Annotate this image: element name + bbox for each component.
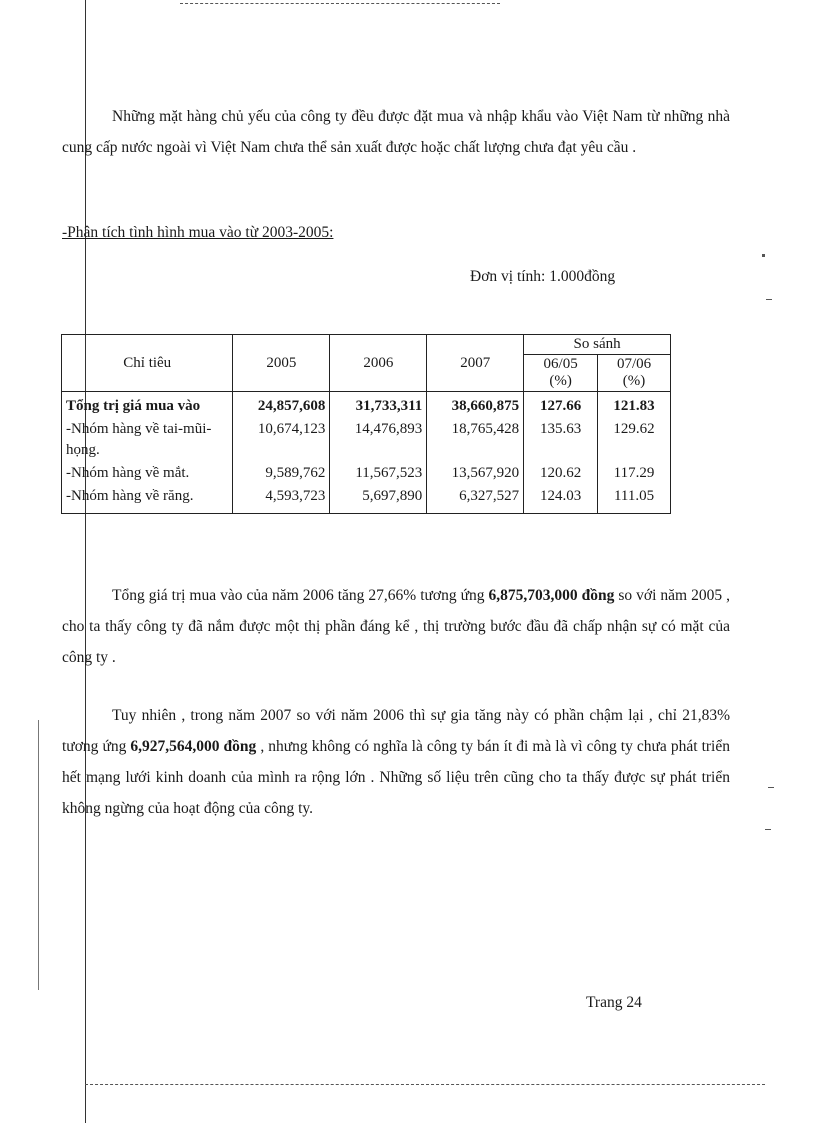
cell-2006: 31,733,311: [330, 392, 427, 419]
growth-2006-text-a: Tổng giá trị mua vào của năm 2006 tăng 27,66% tương ứng: [112, 587, 489, 604]
scan-margin-line-lower: [38, 720, 39, 990]
scan-speck: [762, 254, 765, 257]
header-ratio-06-05: [524, 355, 598, 392]
row-label: Tổng trị giá mua vào: [62, 392, 233, 419]
intro-paragraph: [62, 101, 730, 163]
header-compare: So sánh: [524, 335, 671, 355]
cell-2007: 38,660,875: [427, 392, 524, 419]
header-ratio-06-05-unit: (%): [549, 373, 572, 389]
header-ratio-06-05-label: 06/05: [543, 356, 578, 372]
cell-ratio-07-06: 129.62: [598, 418, 671, 462]
purchase-table: [61, 334, 671, 514]
header-indicator: Chỉ tiêu: [62, 335, 233, 392]
section-heading: -Phân tích tình hình mua vào từ 2003-2005:: [62, 224, 334, 241]
header-ratio-07-06-unit: (%): [622, 373, 646, 389]
scan-bottom-dashes: [85, 1084, 765, 1085]
header-year-2006: 2006: [330, 335, 427, 392]
header-ratio-07-06-label: 07/06: [616, 356, 652, 372]
growth-2007-text-a: Tuy nhiên , trong năm 2007 so với năm 2006 thì sự gia tăng này có phần chậm lại , chỉ 21,83% tương ứng: [62, 707, 730, 755]
row-label: -Nhóm hàng về răng.: [62, 485, 233, 514]
cell-ratio-07-06: 111.05: [598, 485, 671, 514]
cell-2007: 18,765,428: [427, 418, 524, 462]
table-row: [62, 485, 671, 514]
table-row: [62, 418, 671, 462]
header-year-2007: 2007: [427, 335, 524, 392]
cell-2007: 13,567,920: [427, 462, 524, 485]
cell-ratio-07-06: 117.29: [598, 462, 671, 485]
scan-speck: [768, 787, 774, 788]
scan-speck: [765, 829, 771, 830]
scan-speck: [766, 299, 772, 300]
table-header-row: [62, 335, 671, 355]
header-ratio-07-06: [598, 355, 671, 392]
growth-2006-text-b: so với năm 2005 , cho ta thấy công ty đã nắm được một thị phần đáng kể , thị trường bước đầu đã chấp nhận sự có mặt của công ty .: [62, 587, 730, 666]
table-row-total: [62, 392, 671, 419]
row-label: -Nhóm hàng về tai-mũi-họng.: [62, 418, 233, 462]
cell-2005: 24,857,608: [233, 392, 330, 419]
scan-margin-line: [85, 0, 86, 1123]
growth-2007-paragraph: [62, 700, 730, 824]
cell-2005: 10,674,123: [233, 418, 330, 462]
growth-2007-amount: 6,927,564,000 đồng: [130, 738, 257, 755]
growth-2007-text-b: , nhưng không có nghĩa là công ty bán ít đi mà là vì công ty chưa phát triển hết mạng lưới kinh doanh của mình ra rộng lớn . Những số liệu trên cũng cho ta thấy được sự phát triển không ngừng của hoạt động của công ty.: [62, 738, 730, 817]
scan-top-dashes: [180, 3, 500, 4]
growth-2006-amount: 6,875,703,000 đồng: [488, 587, 615, 604]
table-row: [62, 462, 671, 485]
cell-ratio-07-06: 121.83: [598, 392, 671, 419]
row-label: -Nhóm hàng về mắt.: [62, 462, 233, 485]
cell-ratio-06-05: 135.63: [524, 418, 598, 462]
cell-2006: 5,697,890: [330, 485, 427, 514]
cell-ratio-06-05: 124.03: [524, 485, 598, 514]
cell-2005: 4,593,723: [233, 485, 330, 514]
intro-text: Những mặt hàng chủ yếu của công ty đều được đặt mua và nhập khẩu vào Việt Nam từ những nhà cung cấp nước ngoài vì Việt Nam chưa thể sản xuất được hoặc chất lượng chưa đạt yêu cầu .: [62, 108, 730, 156]
cell-2007: 6,327,527: [427, 485, 524, 514]
cell-2005: 9,589,762: [233, 462, 330, 485]
header-year-2005: 2005: [233, 335, 330, 392]
growth-2006-paragraph: [62, 580, 730, 673]
cell-2006: 14,476,893: [330, 418, 427, 462]
cell-2006: 11,567,523: [330, 462, 427, 485]
page-number: Trang 24: [586, 994, 642, 1011]
cell-ratio-06-05: 120.62: [524, 462, 598, 485]
unit-label: Đơn vị tính: 1.000đồng: [470, 268, 616, 285]
cell-ratio-06-05: 127.66: [524, 392, 598, 419]
